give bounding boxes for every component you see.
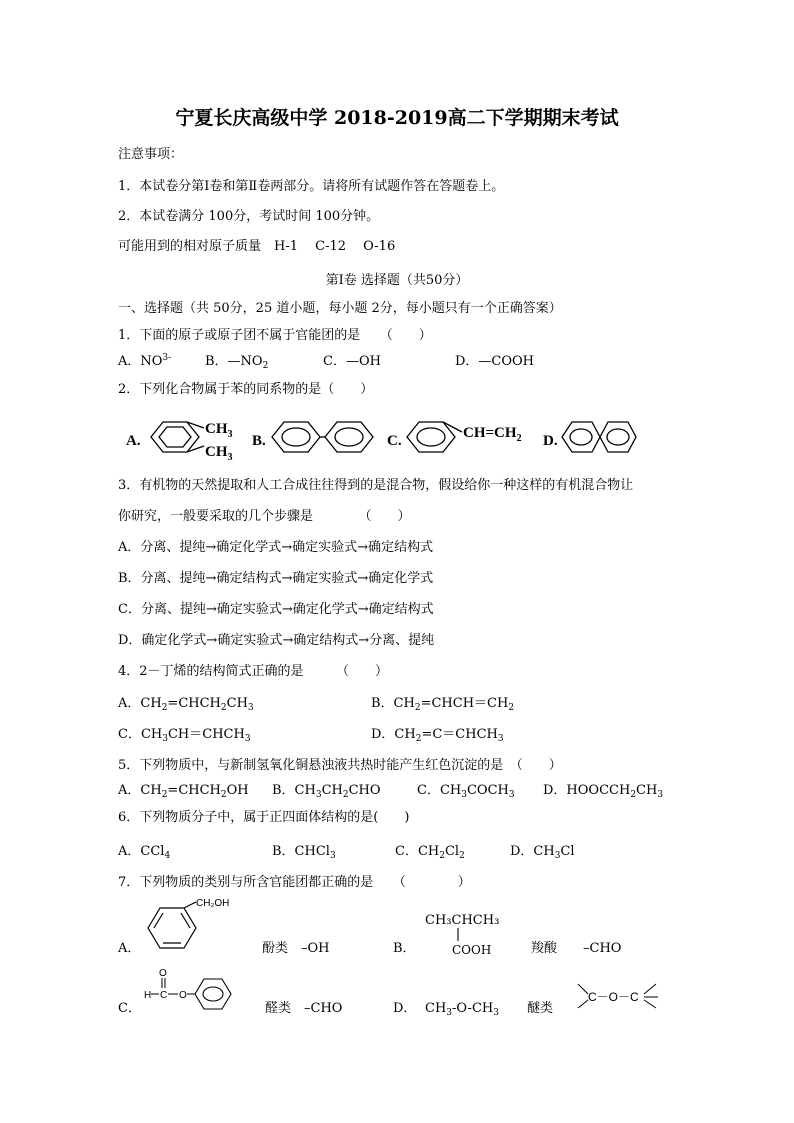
q7-d-coc: C－O－C: [588, 990, 639, 1004]
q6-option-a: A．CCl$_4$: [118, 844, 171, 861]
q7-b-top: CH₃CHCH₃: [425, 913, 500, 928]
benzene-ring-icon: [195, 979, 231, 1009]
q7-b-bottom: COOH: [452, 943, 492, 957]
q2-c-vinyl: $CH=CH_2$: [463, 425, 522, 444]
q7-option-d-label: D．: [393, 1001, 417, 1016]
q7-c-c: C: [160, 990, 168, 1001]
q1-option-c: C．—OH: [323, 354, 381, 369]
part-header: 一、选择题（共 50分，25 道小题，每小题 2分，每小题只有一个正确答案）: [118, 301, 562, 316]
notice-1: 1．本试卷分第Ⅰ卷和第Ⅱ卷两部分。请将所有试题作答在答题卷上。: [118, 179, 505, 194]
q5-option-c: C．$CH_3COCH_3$: [417, 783, 515, 800]
q7-c-structure: [142, 965, 252, 1015]
exam-title: 宁夏长庆高级中学 2018-2019高二下学期期末考试: [175, 107, 619, 129]
q5-stem: 5．下列物质中，与新制氢氧化铜悬浊液共热时能产生红色沉淀的是 （ ）: [118, 758, 562, 773]
q1-option-b: B．$—NO_2$: [205, 354, 269, 371]
q5-option-a: A．$CH_2=CHCH_2OH$: [118, 783, 249, 800]
q4-stem: 4．2－丁烯的结构简式正确的是 （ ）: [118, 664, 389, 679]
q6-option-d: D．$CH_3Cl$: [510, 844, 575, 861]
q1-stem: 1．下面的原子或原子团不属于官能团的是 （ ）: [118, 328, 432, 343]
q7-option-d-class: 醚类: [527, 1001, 554, 1016]
q3-option-b: B．分离、提纯→确定结构式→确定实验式→确定化学式: [118, 571, 434, 586]
benzene-ring-icon: [148, 908, 196, 948]
naphthalene-icon: [562, 422, 636, 452]
benzene-ring-icon: [325, 422, 373, 452]
q2-label-a: A.: [126, 433, 141, 449]
q7-option-b-label: B．: [393, 941, 416, 956]
q7-c-o: O: [179, 990, 187, 1001]
notice-2: 2．本试卷满分 100分，考试时间 100分钟。: [118, 209, 380, 224]
benzene-ring-icon: [407, 422, 455, 452]
q2-structures: [0, 410, 794, 470]
q7-option-c-label: C．: [118, 1001, 141, 1016]
q4-option-b: B．$CH_2=CHCH=CH_2$: [371, 696, 515, 713]
q1-option-d: D．—COOH: [455, 354, 535, 369]
q7-option-d-formula: $CH_3-O-CH_3$: [425, 1001, 499, 1018]
q7-option-c-class: 醛类 –CHO: [265, 1001, 343, 1016]
q2-stem: 2．下列化合物属于苯的同系物的是（ ）: [118, 382, 374, 397]
q3-stem-2: 你研究，一般要采取的几个步骤是 （ ）: [118, 509, 411, 524]
q7-stem: 7．下列物质的类别与所含官能团都正确的是 （ ）: [118, 875, 471, 890]
q7-c-o-double: O: [159, 968, 167, 979]
q2-label-c: C.: [387, 433, 402, 449]
q6-option-b: B．CHCl$_3$: [272, 844, 336, 861]
q6-option-c: C．$CH_2Cl_2$: [395, 844, 465, 861]
q7-c-h: H: [144, 990, 152, 1001]
q7-d-ether-group: [576, 978, 676, 1018]
q4-option-c: C．$CH_3CH=CHCH_3$: [118, 727, 251, 744]
q2-label-d: D.: [543, 433, 558, 449]
q3-stem-1: 3．有机物的天然提取和人工合成往往得到的是混合物，假设给你一种这样的有机混合物让: [118, 478, 634, 493]
q2-a-ch3-bottom: $CH_3$: [205, 444, 233, 463]
atomic-mass-line: 可能用到的相对原子质量 H-1 C-12 O-16: [118, 239, 396, 254]
q1-option-a: A．$NO^{3-}$: [118, 353, 172, 369]
notice-header: 注意事项：: [118, 147, 184, 162]
benzene-ring-icon: [151, 422, 199, 452]
section-title: 第Ⅰ卷 选择题（共50分）: [325, 273, 469, 288]
q2-a-ch3-top: $CH_3$: [205, 421, 233, 440]
q5-option-b: B．$CH_3CH_2CHO$: [272, 783, 381, 800]
q3-option-d: D．确定化学式→确定实验式→确定结构式→分离、提纯: [118, 633, 435, 648]
q7-a-ch2oh: CH₂OH: [196, 898, 230, 909]
benzene-ring-icon: [272, 422, 320, 452]
q4-option-d: D．$CH_2=C=CHCH_3$: [371, 727, 504, 744]
q2-label-b: B.: [252, 433, 266, 449]
q7-option-a-class: 酚类 –OH: [262, 941, 330, 956]
q6-stem: 6．下列物质分子中，属于正四面体结构的是( ): [118, 810, 410, 825]
q7-option-a-label: A．: [118, 941, 141, 956]
q7-option-b-class: 羧酸 –CHO: [531, 941, 622, 956]
q4-option-a: A．$CH_2=CHCH_2CH_3$: [118, 696, 254, 713]
q3-option-c: C．分离、提纯→确定实验式→确定化学式→确定结构式: [118, 602, 434, 617]
q5-option-d: D．$HOOCCH_2CH_3$: [543, 783, 664, 800]
q7-a-structure: [140, 900, 260, 960]
q3-option-a: A．分离、提纯→确定化学式→确定实验式→确定结构式: [118, 540, 434, 555]
